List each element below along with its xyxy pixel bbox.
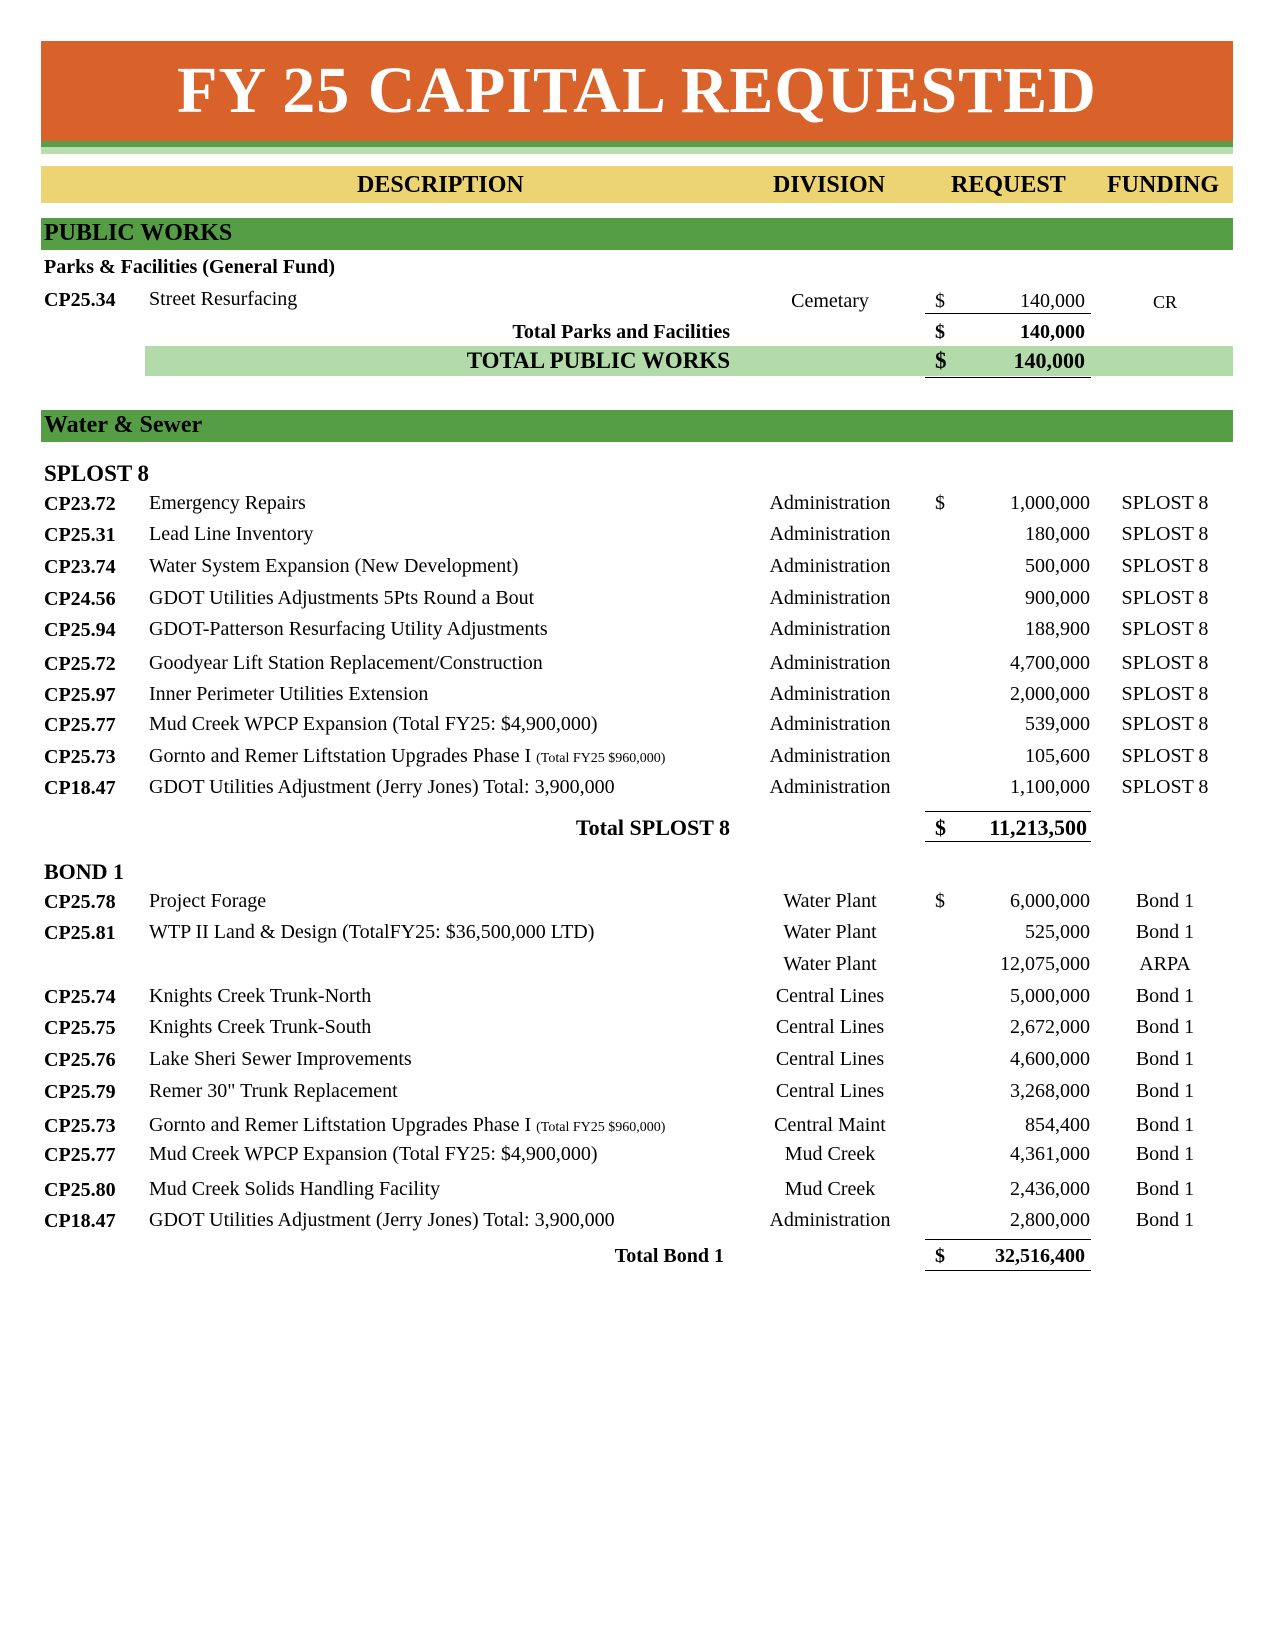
funding-source: Bond 1	[1135, 890, 1195, 912]
funding-source: SPLOST 8	[1121, 683, 1209, 705]
table-row	[0, 743, 1275, 773]
amount-underline	[925, 811, 1091, 812]
project-code: CP25.97	[44, 684, 116, 706]
request-amount: 854,400	[1025, 1114, 1090, 1136]
funding-source: ARPA	[1139, 953, 1191, 975]
description-text: Knights Creek Trunk-North	[149, 985, 372, 1007]
total-public-works-amount: 140,000	[1013, 348, 1085, 373]
request-amount: 3,268,000	[1010, 1080, 1090, 1102]
division: Central Lines	[775, 985, 885, 1007]
description-text: WTP II Land & Design (TotalFY25: $36,500,000 LTD)	[149, 921, 595, 943]
request-amount: 6,000,000	[1010, 890, 1090, 912]
section-title: PUBLIC WORKS	[44, 220, 233, 246]
table-row	[0, 888, 1275, 918]
project-code: CP23.74	[44, 556, 116, 578]
dollar-sign: $	[935, 492, 945, 514]
project-description	[149, 890, 266, 913]
request-amount: 900,000	[1025, 587, 1090, 609]
col-funding: FUNDING	[1107, 172, 1219, 198]
description-text: GDOT Utilities Adjustment (Jerry Jones) Total: 3,900,000	[149, 1209, 615, 1231]
request-amount: 500,000	[1025, 555, 1090, 577]
request-amount: 1,100,000	[1010, 776, 1090, 798]
division: Administration	[769, 618, 891, 640]
col-division: DIVISION	[773, 172, 886, 198]
funding-source: Bond 1	[1135, 921, 1195, 943]
request-amount: 1,000,000	[1010, 492, 1090, 514]
description-text: Mud Creek Solids Handling Facility	[149, 1178, 441, 1200]
project-code: CP25.77	[44, 1144, 116, 1166]
project-code: CP25.81	[44, 922, 116, 944]
table-row	[0, 553, 1275, 583]
project-description	[149, 587, 534, 610]
title-banner	[41, 41, 1233, 141]
project-code: CP25.34	[44, 289, 116, 311]
table-row	[0, 1014, 1275, 1044]
funding-source: CR	[1152, 292, 1177, 312]
funding-source: Bond 1	[1135, 1080, 1195, 1102]
column-header-bar	[41, 166, 1233, 203]
description-text: Knights Creek Trunk-South	[149, 1016, 372, 1038]
table-row	[0, 650, 1275, 680]
description-text: Mud Creek WPCP Expansion (Total FY25: $4,900,000)	[149, 713, 598, 735]
project-code: CP23.72	[44, 493, 116, 515]
description-text: Project Forage	[149, 890, 267, 912]
division: Administration	[769, 683, 891, 705]
description-text: GDOT Utilities Adjustment (Jerry Jones) Total: 3,900,000	[149, 776, 615, 798]
description-note: (Total FY25 $960,000)	[536, 751, 666, 766]
funding-source: SPLOST 8	[1121, 652, 1209, 674]
project-code: CP24.56	[44, 588, 116, 610]
request-amount: 5,000,000	[1010, 985, 1090, 1007]
project-code: CP25.80	[44, 1179, 116, 1201]
amount-underline	[925, 1270, 1091, 1271]
division: Central Maint	[774, 1114, 886, 1136]
description-text: Mud Creek WPCP Expansion (Total FY25: $4,900,000)	[149, 1143, 598, 1165]
subtotal-amount: 140,000	[1020, 321, 1085, 343]
description-text: Remer 30" Trunk Replacement	[149, 1080, 398, 1102]
division: Water Plant	[783, 890, 877, 912]
division: Administration	[769, 776, 891, 798]
project-code: CP18.47	[44, 777, 116, 799]
total-public-works-dollar: $	[935, 348, 947, 373]
amount-underline	[925, 1239, 1091, 1240]
funding-source: Bond 1	[1135, 1114, 1195, 1136]
banner-stripe-light	[41, 147, 1233, 154]
dollar-sign: $	[935, 290, 945, 312]
project-description	[149, 618, 548, 641]
bond-heading: BOND 1	[44, 859, 125, 884]
request-amount: 539,000	[1025, 713, 1090, 735]
page-title: FY 25 CAPITAL REQUESTED	[177, 54, 1097, 127]
request-amount: 105,600	[1025, 745, 1090, 767]
table-row	[0, 983, 1275, 1013]
request-amount: 4,361,000	[1010, 1143, 1090, 1165]
project-code: CP25.73	[44, 1115, 116, 1137]
table-row	[0, 521, 1275, 551]
project-description	[149, 776, 615, 799]
division: Administration	[769, 492, 891, 514]
request-amount: 140,000	[1020, 290, 1085, 312]
request-amount: 2,800,000	[1010, 1209, 1090, 1231]
request-amount: 2,000,000	[1010, 683, 1090, 705]
table-row	[0, 919, 1275, 949]
description-note: (Total FY25 $960,000)	[536, 1120, 666, 1135]
project-code: CP25.31	[44, 524, 116, 546]
total-bond-amount: 32,516,400	[995, 1245, 1085, 1267]
funding-source: Bond 1	[1135, 1048, 1195, 1070]
project-description: Street Resurfacing	[149, 288, 298, 310]
group-heading-parks: Parks & Facilities (General Fund)	[44, 256, 336, 278]
subtotal-dollar: $	[935, 321, 945, 343]
table-row	[0, 1112, 1275, 1142]
project-code: CP25.73	[44, 746, 116, 768]
table-row	[0, 490, 1275, 520]
request-amount: 4,700,000	[1010, 652, 1090, 674]
funding-source: SPLOST 8	[1121, 713, 1209, 735]
total-bond-dollar: $	[935, 1245, 945, 1267]
division: Water Plant	[783, 921, 877, 943]
funding-source: SPLOST 8	[1121, 523, 1209, 545]
funding-source: Bond 1	[1135, 1209, 1195, 1231]
project-description	[149, 713, 598, 736]
project-description	[149, 1143, 598, 1166]
division: Administration	[769, 555, 891, 577]
division: Administration	[769, 587, 891, 609]
table-row	[0, 711, 1275, 741]
request-amount: 4,600,000	[1010, 1048, 1090, 1070]
subtotal-label: Total Parks and Facilities	[512, 321, 730, 343]
project-description	[149, 652, 543, 675]
project-description	[149, 555, 518, 578]
division: Central Lines	[775, 1080, 885, 1102]
funding-source: SPLOST 8	[1121, 618, 1209, 640]
funding-source: SPLOST 8	[1121, 745, 1209, 767]
project-code: CP25.94	[44, 619, 116, 641]
table-row	[0, 1078, 1275, 1108]
table-row	[0, 681, 1275, 711]
funding-source: SPLOST 8	[1121, 776, 1209, 798]
division: Administration	[769, 713, 891, 735]
project-description	[149, 1114, 665, 1137]
table-row	[0, 286, 1275, 316]
project-description	[149, 1080, 398, 1103]
division: Administration	[769, 652, 891, 674]
project-description	[149, 683, 428, 706]
project-code: CP18.47	[44, 1210, 116, 1232]
project-code: CP25.77	[44, 714, 116, 736]
description-text: Water System Expansion (New Development)	[149, 555, 519, 577]
description-text: GDOT-Patterson Resurfacing Utility Adjustments	[149, 618, 548, 640]
total-bond-label: Total Bond 1	[614, 1245, 724, 1267]
project-description	[149, 1178, 440, 1201]
funding-source: SPLOST 8	[1121, 587, 1209, 609]
table-row	[0, 774, 1275, 804]
division: Central Lines	[775, 1048, 885, 1070]
amount-underline	[925, 377, 1091, 378]
division: Central Lines	[775, 1016, 885, 1038]
dollar-sign: $	[935, 890, 945, 912]
division: Administration	[769, 1209, 891, 1231]
table-row	[0, 1046, 1275, 1076]
funding-source: Bond 1	[1135, 1143, 1195, 1165]
funding-source: SPLOST 8	[1121, 492, 1209, 514]
request-amount: 188,900	[1025, 618, 1090, 640]
total-splost-label: Total SPLOST 8	[575, 815, 730, 840]
funding-source: Bond 1	[1135, 1178, 1195, 1200]
project-description	[149, 745, 665, 768]
request-amount: 2,672,000	[1010, 1016, 1090, 1038]
table-row	[0, 1176, 1275, 1206]
table-row	[0, 616, 1275, 646]
project-description	[149, 523, 313, 546]
section-water-sewer	[41, 410, 1233, 442]
section-public-works	[41, 218, 1233, 250]
table-row	[0, 585, 1275, 615]
description-text: Goodyear Lift Station Replacement/Construction	[149, 652, 543, 674]
project-description	[149, 985, 371, 1008]
division: Mud Creek	[784, 1178, 876, 1200]
project-code: CP25.74	[44, 986, 116, 1008]
col-description: DESCRIPTION	[357, 172, 524, 198]
description-text: Lead Line Inventory	[149, 523, 314, 545]
amount-underline	[925, 841, 1091, 842]
description-text: Inner Perimeter Utilities Extension	[149, 683, 429, 705]
project-code: CP25.75	[44, 1017, 116, 1039]
amount-underline	[925, 313, 1091, 314]
request-amount: 525,000	[1025, 921, 1090, 943]
division: Water Plant	[783, 953, 877, 975]
division: Administration	[769, 745, 891, 767]
funding-source: Bond 1	[1135, 1016, 1195, 1038]
division: Mud Creek	[784, 1143, 876, 1165]
project-code: CP25.78	[44, 891, 116, 913]
total-splost-dollar: $	[935, 815, 946, 840]
division: Administration	[769, 523, 891, 545]
request-amount: 2,436,000	[1010, 1178, 1090, 1200]
request-amount: 12,075,000	[1000, 953, 1090, 975]
project-description	[149, 1209, 615, 1232]
description-text: Gornto and Remer Liftstation Upgrades Phase I	[149, 1114, 532, 1136]
total-splost-amount: 11,213,500	[989, 815, 1087, 840]
funding-source: Bond 1	[1135, 985, 1195, 1007]
project-description	[149, 492, 306, 515]
splost-heading: SPLOST 8	[44, 461, 150, 486]
project-code: CP25.76	[44, 1049, 116, 1071]
project-description	[149, 921, 594, 944]
table-row	[0, 1207, 1275, 1237]
section-title: Water & Sewer	[44, 412, 203, 438]
total-public-works-label: TOTAL PUBLIC WORKS	[466, 348, 730, 373]
table-row	[0, 951, 1275, 981]
project-code: CP25.79	[44, 1081, 116, 1103]
description-text: GDOT Utilities Adjustments 5Pts Round a Bout	[149, 587, 535, 609]
description-text: Gornto and Remer Liftstation Upgrades Phase I	[149, 745, 532, 767]
description-text: Lake Sheri Sewer Improvements	[149, 1048, 412, 1070]
funding-source: SPLOST 8	[1121, 555, 1209, 577]
division: Cemetary	[791, 290, 869, 312]
col-request: REQUEST	[951, 172, 1066, 198]
project-code: CP25.72	[44, 653, 116, 675]
description-text: Emergency Repairs	[149, 492, 306, 514]
project-description	[149, 1016, 371, 1039]
table-row	[0, 1141, 1275, 1171]
project-description	[149, 1048, 412, 1071]
request-amount: 180,000	[1025, 523, 1090, 545]
